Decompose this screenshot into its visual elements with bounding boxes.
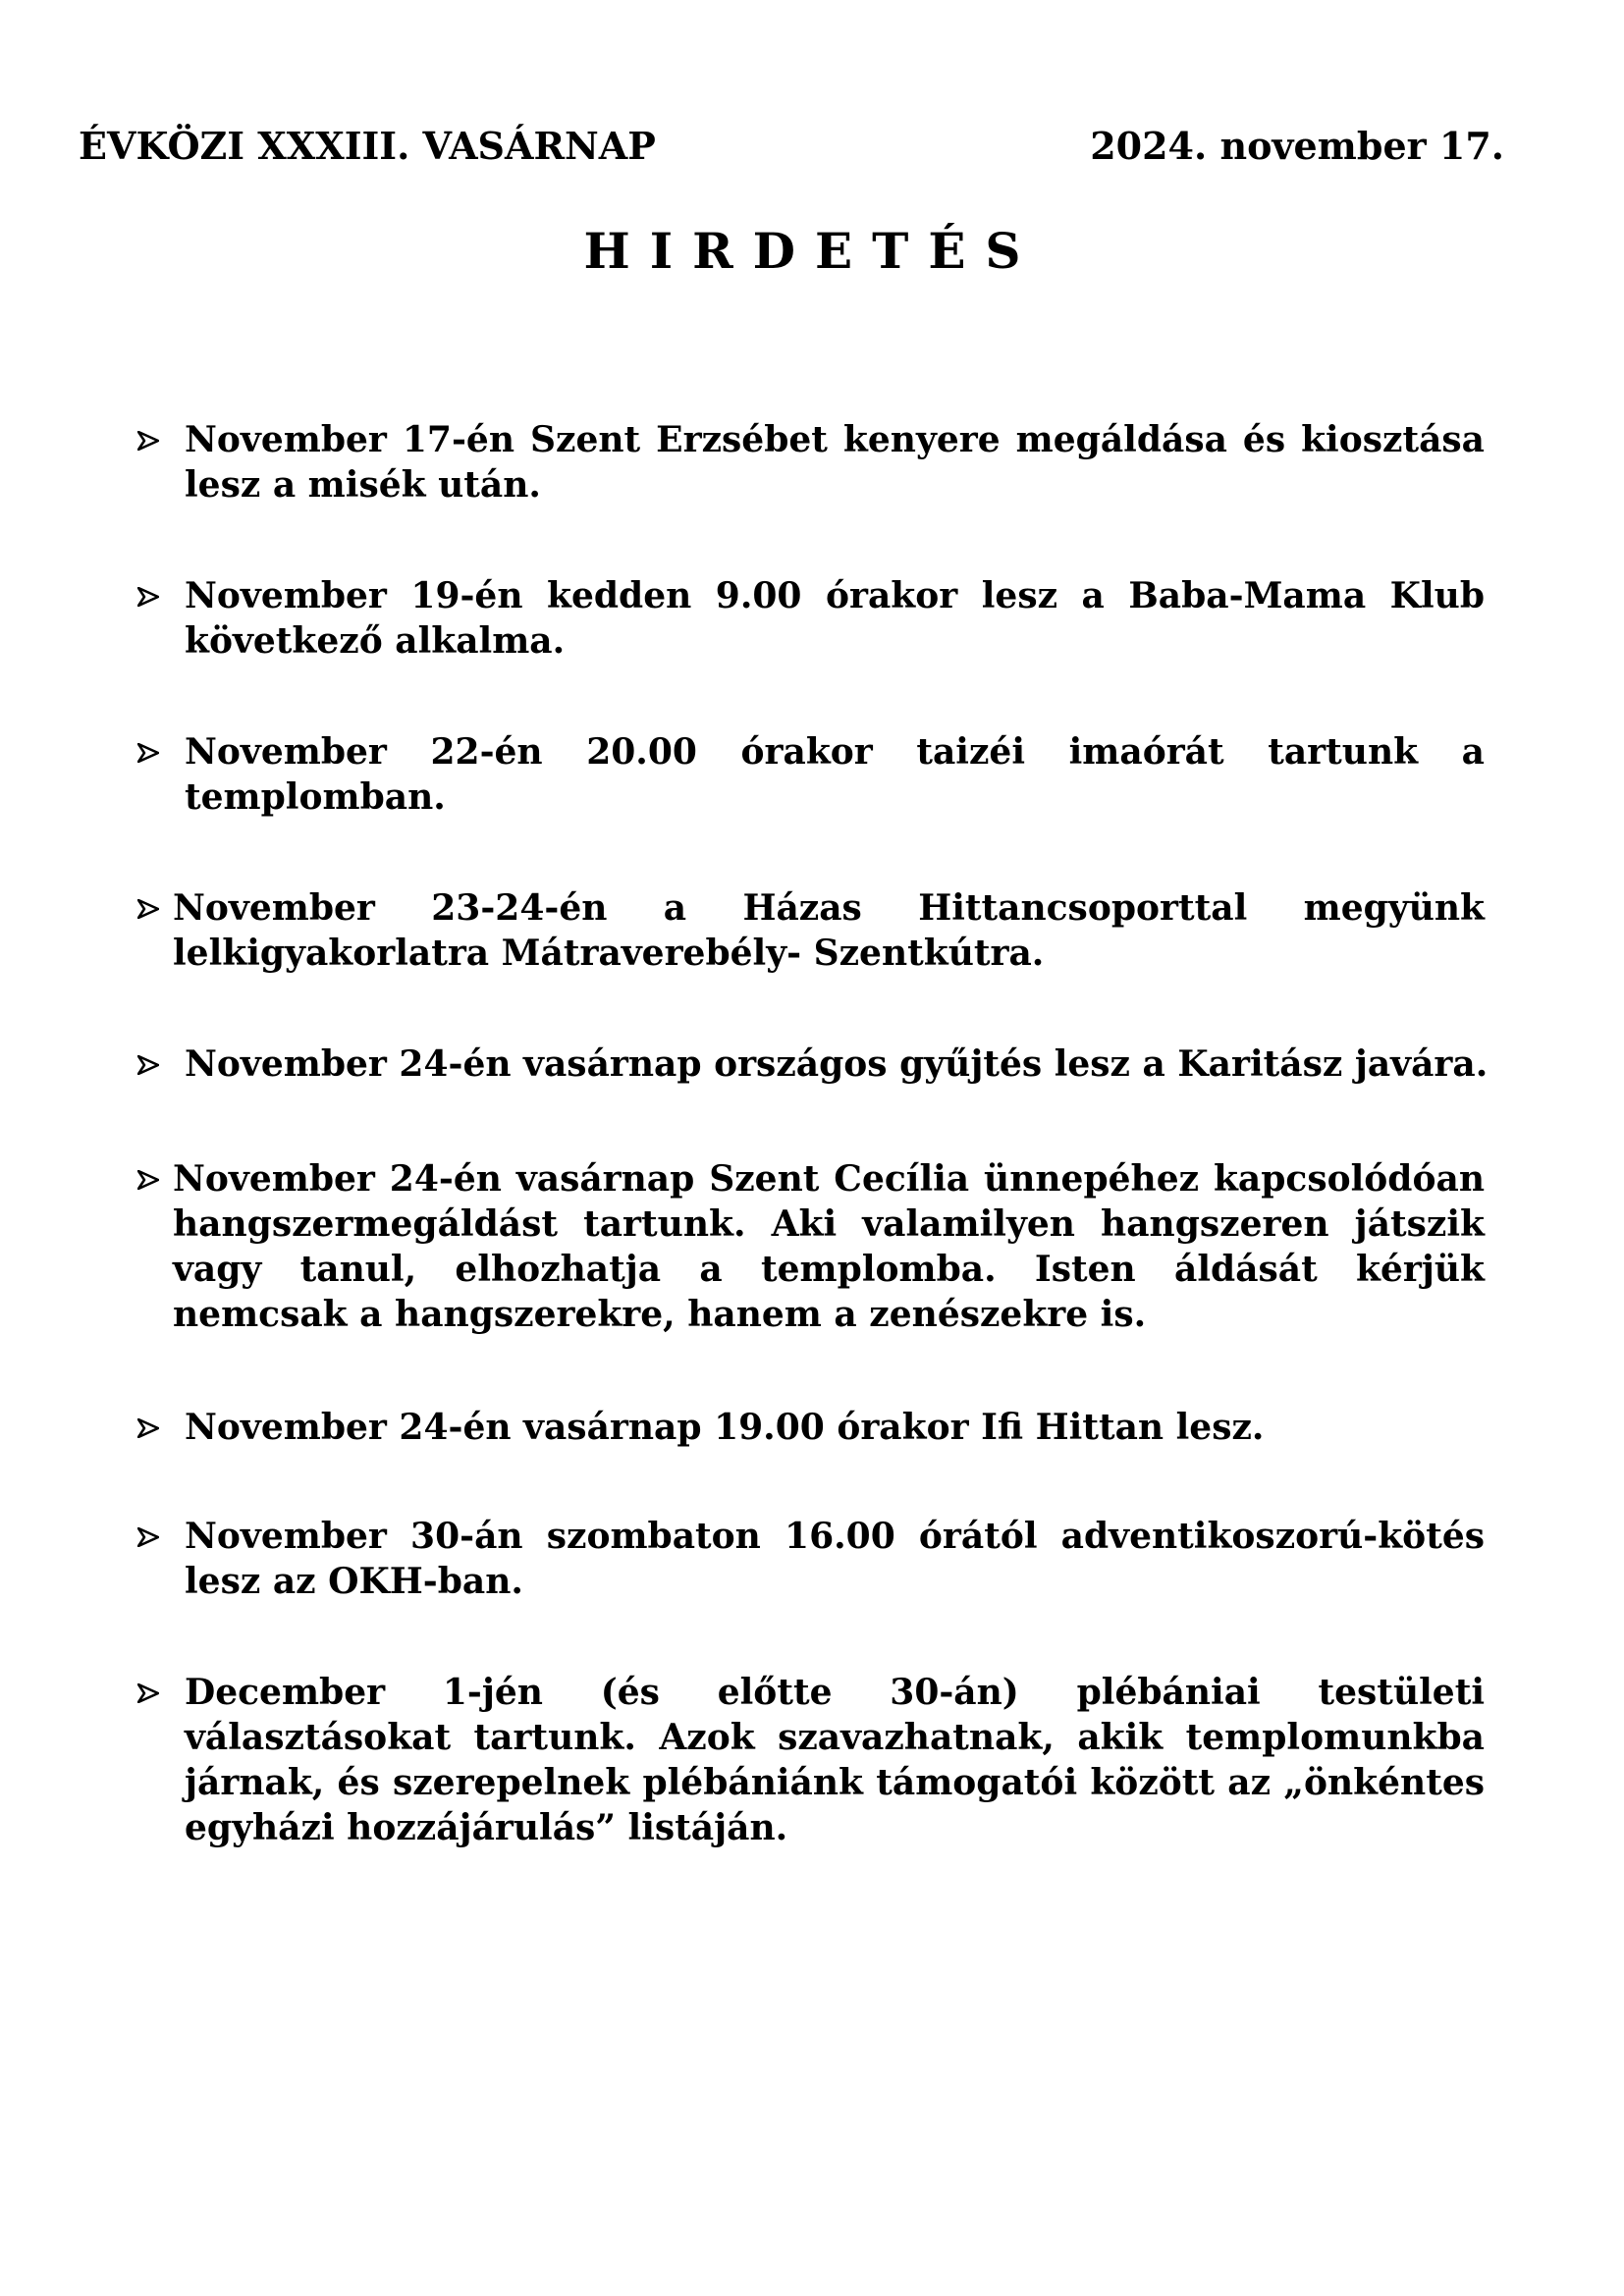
arrowhead-bullet-icon	[137, 885, 173, 919]
date: 2024. november 17.	[1090, 124, 1504, 168]
announcement-text: November 17-én Szent Erzsébet kenyere megáldása és kiosztása lesz a misék után.	[185, 419, 1485, 506]
page-title: HIRDETÉS	[583, 222, 1041, 280]
announcement-text: November 22-én 20.00 órakor taizéi imaórát tartunk a templomban.	[185, 731, 1485, 818]
announcement-text: November 30-án szombaton 16.00 órától adventikoszorú-kötés lesz az OKH-ban.	[185, 1516, 1485, 1602]
announcement-item	[137, 417, 1485, 507]
announcement-item	[137, 1514, 1485, 1604]
announcement-text: November 19-én kedden 9.00 órakor lesz a Baba-Mama Klub következő alkalma.	[185, 575, 1485, 662]
announcement-text: November 24-én vasárnap Szent Cecília ünnepéhez kapcsolódóan hangszermegáldást tartunk. Aki valamilyen hangszeren játszik vagy tanul, elhozhatja a templomba. Isten áldását kérjük nemcsak a hangszerekre, hanem a zenészekre is.	[173, 1158, 1485, 1335]
announcement-text: November 24-én vasárnap országos gyűjtés lesz a Karitász javára.	[185, 1043, 1489, 1085]
announcement-text: November 24-én vasárnap 19.00 órakor Ifi Hittan lesz.	[185, 1407, 1265, 1448]
arrowhead-bullet-icon	[137, 1156, 173, 1190]
announcement-item	[137, 1041, 1512, 1087]
announcement-item	[137, 885, 1485, 976]
announcement-item	[137, 729, 1485, 820]
arrowhead-bullet-icon	[137, 1405, 185, 1438]
arrowhead-bullet-icon	[137, 417, 185, 451]
announcement-text: December 1-jén (és előtte 30-án) plébániai testületi választásokat tartunk. Azok szavazhatnak, akik templomunkba járnak, és szerepelnek plébániánk támogatói között az „önkéntes egyházi hozzájárulás” listáján.	[185, 1672, 1485, 1848]
arrowhead-bullet-icon	[137, 1041, 185, 1075]
arrowhead-bullet-icon	[137, 1670, 185, 1703]
arrowhead-bullet-icon	[137, 573, 185, 607]
announcement-text: November 23-24-én a Házas Hittancsoporttal megyünk lelkigyakorlatra Mátraverebély- Szentkútra.	[173, 887, 1485, 974]
liturgical-day: ÉVKÖZI XXXIII. VASÁRNAP	[79, 124, 656, 168]
arrowhead-bullet-icon	[137, 1514, 185, 1547]
announcement-item	[137, 573, 1485, 664]
announcement-item	[137, 1405, 1512, 1450]
announcement-item	[137, 1670, 1485, 1850]
announcement-item	[137, 1156, 1485, 1337]
arrowhead-bullet-icon	[137, 729, 185, 763]
